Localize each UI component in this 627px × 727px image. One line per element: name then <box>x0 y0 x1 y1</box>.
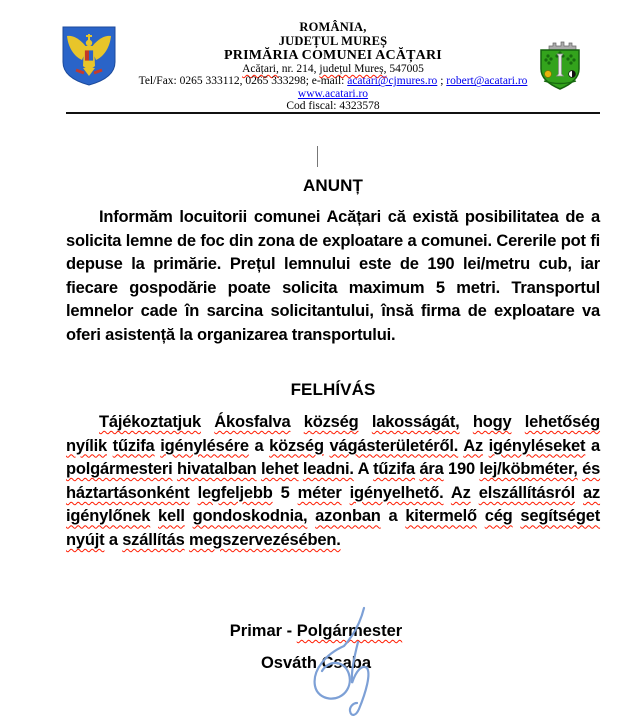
website-line <box>66 88 600 100</box>
header-divider <box>66 112 600 114</box>
signatory-name: Osváth Csaba <box>260 654 372 672</box>
address-village: Acățari, <box>242 63 279 75</box>
announcement-title-hu: FELHÍVÁS <box>290 380 376 399</box>
address-county: județul Mureș, <box>319 63 387 75</box>
address-number: nr. 214, <box>278 63 320 75</box>
county-line: JUDEȚUL MUREȘ <box>278 33 388 48</box>
email-separator: ; <box>437 75 447 88</box>
announcement-body-ro: Informăm locuitorii comunei Acățari că există posibilitatea de a solicita lemne de foc din zona de exploatare a comunei. Cererile pot fi depuse la primărie. Prețul lemnului este de 190 lei/metru cub, iar fiecare gospodărie poate solicita maximum 5 metri. Transportul lemnelor cade în sarcina solicitantului, însă firma de exploatare va oferi asistență la organizarea transportului. <box>66 208 600 344</box>
institution-line: PRIMĂRIA COMUNEI ACĂȚARI <box>224 48 442 63</box>
handwritten-signature-icon <box>303 604 383 724</box>
email-link-primary[interactable]: acatari@cjmures.ro <box>347 75 438 88</box>
address-postal-code: 547005 <box>386 63 424 75</box>
country-line: ROMÂNIA, <box>299 20 367 34</box>
announcement-body-hu: Tájékoztatjuk Ákosfalva község lakosságát, hogy lehetőség nyílik tűzifa igénylésére a község vágásterületéről. Az igényléseket a polgármesteri hivatalban lehet leadni. A tűzifa ára 190 lej/köbméter, és háztartásonként legfeljebb 5 méter igényelhető. Az elszállításról az igénylőnek kell gondoskodnia, azonban a kitermelő cég segítséget nyújt a szállítás megszervezésében. <box>66 413 601 549</box>
email-link-secondary[interactable]: robert@acatari.ro <box>446 75 528 88</box>
address-line <box>66 63 600 75</box>
text-cursor <box>317 146 318 167</box>
website-link[interactable]: www.acatari.ro <box>297 87 369 100</box>
signatory-title-ro: Primar - <box>229 622 297 640</box>
telfax-label: Tel/Fax: 0265 333112, 0265 333298; e-mail: <box>138 75 348 88</box>
letterhead <box>66 21 600 113</box>
fiscal-code-line: Cod fiscal: 4323578 <box>286 100 380 113</box>
signatory-title-hu: Polgármester <box>296 622 403 640</box>
contact-line <box>66 75 600 87</box>
announcement-title-ro: ANUNȚ <box>303 176 363 195</box>
